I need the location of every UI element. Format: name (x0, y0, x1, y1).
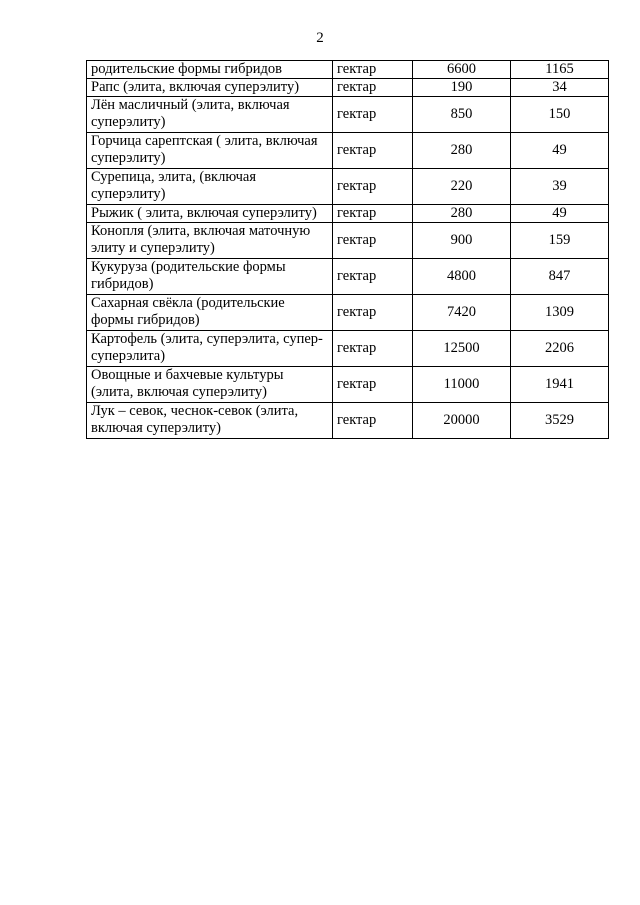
rates-table (86, 60, 609, 439)
crop-name: Лён масличный (элита, включая суперэлиту) (87, 97, 333, 133)
value1-cell: 4800 (413, 259, 511, 295)
value1-cell: 11000 (413, 367, 511, 403)
unit-cell: гектар (333, 295, 413, 331)
crop-name: Горчица сарептская ( элита, включая суперэлиту) (87, 133, 333, 169)
value2-cell: 1309 (511, 295, 609, 331)
table-row (87, 133, 609, 169)
table-row (87, 295, 609, 331)
value1-cell: 12500 (413, 331, 511, 367)
value2-cell: 159 (511, 223, 609, 259)
value1-cell: 20000 (413, 403, 511, 439)
unit-cell: гектар (333, 403, 413, 439)
crop-name: родительские формы гибридов (87, 61, 333, 79)
table-row (87, 61, 609, 79)
value1-cell: 6600 (413, 61, 511, 79)
unit-cell: гектар (333, 169, 413, 205)
crop-name: Сурепица, элита, (включая суперэлиту) (87, 169, 333, 205)
unit-cell: гектар (333, 97, 413, 133)
value2-cell: 150 (511, 97, 609, 133)
unit-cell: гектар (333, 331, 413, 367)
table-row (87, 169, 609, 205)
crop-name: Картофель (элита, суперэлита, супер-суперэлита) (87, 331, 333, 367)
value2-cell: 1165 (511, 61, 609, 79)
value1-cell: 280 (413, 205, 511, 223)
unit-cell: гектар (333, 61, 413, 79)
unit-cell: гектар (333, 259, 413, 295)
unit-cell: гектар (333, 79, 413, 97)
value1-cell: 850 (413, 97, 511, 133)
unit-cell: гектар (333, 223, 413, 259)
unit-cell: гектар (333, 205, 413, 223)
value2-cell: 2206 (511, 331, 609, 367)
value1-cell: 7420 (413, 295, 511, 331)
table-row (87, 403, 609, 439)
value2-cell: 847 (511, 259, 609, 295)
value1-cell: 280 (413, 133, 511, 169)
value2-cell: 34 (511, 79, 609, 97)
table-row (87, 205, 609, 223)
crop-name: Конопля (элита, включая маточную элиту и суперэлиту) (87, 223, 333, 259)
value1-cell: 220 (413, 169, 511, 205)
table-row (87, 97, 609, 133)
table-row (87, 331, 609, 367)
table-row (87, 79, 609, 97)
table-row (87, 259, 609, 295)
page-number: 2 (316, 30, 324, 46)
crop-name: Рапс (элита, включая суперэлиту) (87, 79, 333, 97)
crop-name: Сахарная свёкла (родительские формы гибридов) (87, 295, 333, 331)
crop-name: Кукуруза (родительские формы гибридов) (87, 259, 333, 295)
value2-cell: 49 (511, 133, 609, 169)
unit-cell: гектар (333, 367, 413, 403)
table-row (87, 223, 609, 259)
table-row (87, 367, 609, 403)
value1-cell: 190 (413, 79, 511, 97)
crop-name: Лук – севок, чеснок-севок (элита, включая суперэлиту) (87, 403, 333, 439)
unit-cell: гектар (333, 133, 413, 169)
value2-cell: 39 (511, 169, 609, 205)
value2-cell: 49 (511, 205, 609, 223)
value1-cell: 900 (413, 223, 511, 259)
value2-cell: 1941 (511, 367, 609, 403)
crop-name: Овощные и бахчевые культуры (элита, включая суперэлиту) (87, 367, 333, 403)
crop-name: Рыжик ( элита, включая суперэлиту) (87, 205, 333, 223)
value2-cell: 3529 (511, 403, 609, 439)
